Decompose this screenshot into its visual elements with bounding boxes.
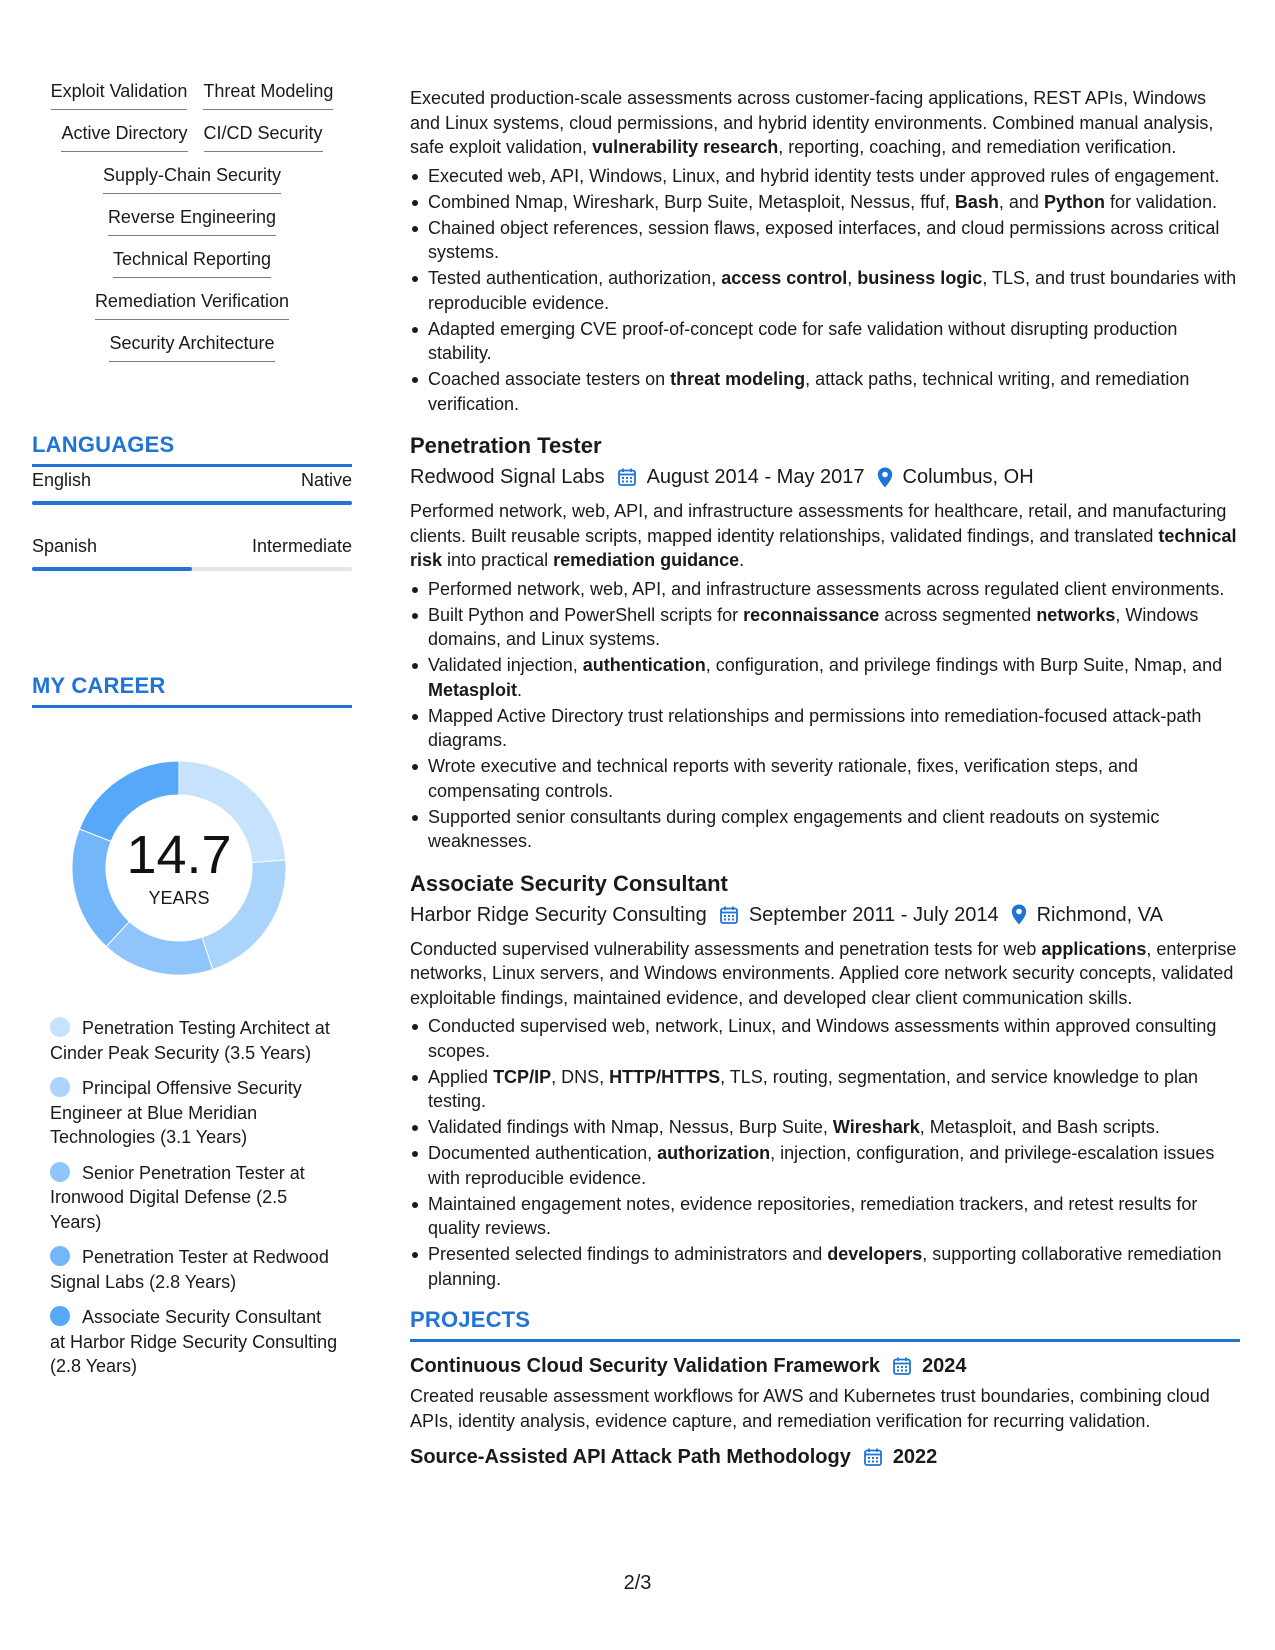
projects-list [410, 1352, 1240, 1471]
page-number: 2/3 [623, 1572, 652, 1594]
legend-label: Penetration Tester at Redwood Signal Labs (2.8 Years) [50, 1247, 329, 1292]
bullet-item: Chained object references, session flaws, exposed interfaces, and cloud permissions across critical systems. [410, 216, 1240, 265]
language-level: Native [300, 470, 352, 490]
job-location: Columbus, OH [902, 466, 1034, 488]
language-level-fill [32, 567, 192, 571]
job-bullets [410, 577, 1240, 854]
donut-center [66, 755, 292, 981]
language-level-bar [32, 567, 352, 571]
skill-tag: Supply-Chain Security [103, 164, 281, 194]
legend-dot-icon [50, 1246, 70, 1266]
job-summary: Conducted supervised vulnerability assessments and penetration tests for web applications, enterprise networks, Linux servers, and Windows environments. Applied core network security concepts, validated exploitable findings, maintained evidence, and developed clear client communication skills. [410, 938, 1237, 1008]
job-entry [410, 870, 1240, 1292]
job-bullets [410, 1014, 1240, 1291]
skill-tag: Active Directory [61, 122, 187, 152]
skill-tag: Exploit Validation [51, 80, 188, 110]
language-name: Spanish [32, 536, 98, 556]
calendar-icon [719, 905, 739, 925]
career-legend-item [50, 1245, 340, 1294]
bullet-item: Tested authentication, authorization, access control, business logic, TLS, and trust boundaries with reproducible evidence. [410, 266, 1240, 315]
job-company: Redwood Signal Labs [410, 466, 605, 488]
skill-tag: Security Architecture [109, 332, 274, 362]
bullet-item: Coached associate testers on threat modeling, attack paths, technical writing, and remediation verification. [410, 367, 1240, 416]
language-item-english [32, 469, 352, 505]
bullet-item: Built Python and PowerShell scripts for reconnaissance across segmented networks, Windows domains, and Linux systems. [410, 603, 1240, 652]
career-legend [50, 1016, 340, 1390]
experience-summary: Executed production-scale assessments across customer-facing applications, REST APIs, Windows and Linux systems, cloud permissions, and hybrid identity environments. Combined manual analysis, safe exploit validation, vulnerability research, reporting, coaching, and remediation verification. [410, 88, 1214, 157]
project-header [410, 1443, 1240, 1471]
bullet-item: Supported senior consultants during complex engagements and client readouts on systemic weaknesses. [410, 805, 1240, 854]
calendar-icon [892, 1356, 912, 1376]
language-level-fill [32, 501, 352, 505]
bullet-item: Validated findings with Nmap, Nessus, Burp Suite, Wireshark, Metasploit, and Bash scripts. [410, 1115, 1240, 1140]
project-name: Continuous Cloud Security Validation Framework [410, 1355, 881, 1377]
skill-tag: Threat Modeling [203, 80, 333, 110]
project-entry [410, 1443, 1240, 1471]
language-name: English [32, 470, 92, 490]
location-pin-icon [1011, 904, 1027, 925]
career-total-years: 14.7 [126, 825, 232, 885]
legend-label: Penetration Testing Architect at Cinder Peak Security (3.5 Years) [50, 1018, 330, 1063]
bullet-item: Adapted emerging CVE proof-of-concept code for safe validation without disrupting production stability. [410, 317, 1240, 366]
job-dates: September 2011 - July 2014 [748, 903, 999, 926]
career-legend-item [50, 1305, 340, 1379]
project-description: Created reusable assessment workflows for AWS and Kubernetes trust boundaries, combining cloud APIs, identity analysis, evidence capture, and remediation verification for recurring validation. [410, 1386, 1210, 1431]
experience-bullets [410, 164, 1240, 417]
calendar-icon [863, 1447, 883, 1467]
language-item-spanish [32, 535, 352, 571]
project-year: 2022 [892, 1446, 938, 1468]
job-title: Penetration Tester [410, 433, 602, 458]
bullet-item: Wrote executive and technical reports with severity rationale, fixes, verification steps, and compensating controls. [410, 754, 1240, 803]
job-meta [410, 463, 1240, 491]
job-entry [410, 432, 1240, 854]
language-level-bar [32, 501, 352, 505]
jobs-list [410, 432, 1240, 1291]
legend-label: Associate Security Consultant at Harbor Ridge Security Consulting (2.8 Years) [50, 1307, 338, 1376]
skill-tag: Reverse Engineering [108, 206, 276, 236]
legend-dot-icon [50, 1017, 70, 1037]
skill-tag: Remediation Verification [95, 290, 289, 320]
right-column [410, 86, 1240, 1471]
language-level: Intermediate [251, 536, 352, 556]
job-company: Harbor Ridge Security Consulting [410, 903, 707, 926]
legend-dot-icon [50, 1162, 70, 1182]
career-total-unit: YEARS [148, 888, 210, 908]
job-title: Associate Security Consultant [410, 870, 728, 896]
calendar-icon [617, 467, 637, 487]
career-donut-chart [66, 755, 292, 981]
project-name: Source-Assisted API Attack Path Methodology [410, 1446, 851, 1468]
career-legend-item [50, 1161, 340, 1235]
legend-dot-icon [50, 1077, 70, 1097]
bullet-item: Executed web, API, Windows, Linux, and hybrid identity tests under approved rules of engagement. [410, 164, 1240, 189]
skill-tag: Technical Reporting [113, 248, 271, 278]
legend-label: Senior Penetration Tester at Ironwood Digital Defense (2.5 Years) [50, 1162, 305, 1232]
career-legend-item [50, 1016, 340, 1065]
bullet-item: Conducted supervised web, network, Linux, and Windows assessments within approved consulting scopes. [410, 1014, 1240, 1063]
bullet-item: Validated injection, authentication, configuration, and privilege findings with Burp Suite, Nmap, and Metasploit. [410, 653, 1240, 702]
bullet-item: Combined Nmap, Wireshark, Burp Suite, Metasploit, Nessus, ffuf, Bash, and Python for validation. [410, 190, 1240, 215]
languages-heading: LANGUAGES [32, 432, 352, 467]
left-column [32, 80, 352, 1376]
job-location: Richmond, VA [1036, 903, 1163, 926]
location-pin-icon [877, 467, 893, 488]
bullet-item: Maintained engagement notes, evidence repositories, remediation trackers, and retest results for quality reviews. [410, 1192, 1240, 1241]
project-year: 2024 [922, 1355, 967, 1377]
career-legend-item [50, 1076, 340, 1150]
bullet-item: Mapped Active Directory trust relationships and permissions into remediation-focused attack-path diagrams. [410, 704, 1240, 753]
skills-list [32, 80, 352, 362]
skill-tag: CI/CD Security [204, 122, 323, 152]
project-entry [410, 1352, 1240, 1433]
bullet-item: Applied TCP/IP, DNS, HTTP/HTTPS, TLS, routing, segmentation, and service knowledge to plan testing. [410, 1065, 1240, 1114]
project-header [410, 1352, 1240, 1380]
bullet-item: Performed network, web, API, and infrastructure assessments across regulated client environments. [410, 577, 1240, 602]
job-summary: Performed network, web, API, and infrastructure assessments for healthcare, retail, and manufacturing clients. Built reusable scripts, mapped identity relationships, validated findings, and translated technical risk into practical remediation guidance. [410, 501, 1237, 570]
job-dates: August 2014 - May 2017 [646, 466, 865, 488]
bullet-item: Presented selected findings to administrators and developers, supporting collaborative remediation planning. [410, 1242, 1240, 1291]
projects-heading: PROJECTS [410, 1307, 1240, 1342]
job-meta [410, 901, 1240, 929]
bullet-item: Documented authentication, authorization, injection, configuration, and privilege-escalation issues with reproducible evidence. [410, 1141, 1240, 1190]
career-heading: MY CAREER [32, 673, 352, 708]
legend-dot-icon [50, 1306, 70, 1326]
legend-label: Principal Offensive Security Engineer at Blue Meridian Technologies (3.1 Years) [50, 1078, 302, 1147]
